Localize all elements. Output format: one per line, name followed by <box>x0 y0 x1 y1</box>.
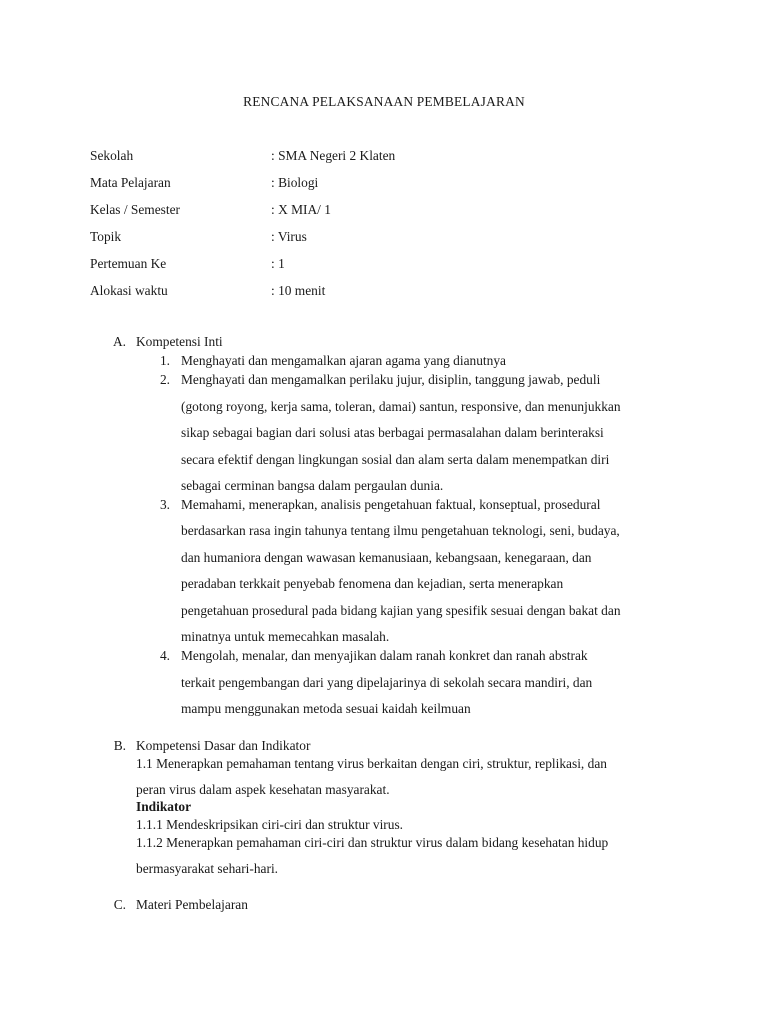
section-b-heading: Kompetensi Dasar dan Indikator <box>136 738 311 753</box>
ki-4-number: 4. <box>159 648 170 663</box>
ki-4-line: terkait pengembangan dari yang dipelajarinya di sekolah secara mandiri, dan <box>181 675 593 690</box>
ki-2-number: 2. <box>159 372 170 387</box>
ki-1-number: 1. <box>159 353 170 368</box>
identity-value-sekolah: : SMA Negeri 2 Klaten <box>271 148 396 163</box>
ki-3-line: minatnya untuk memecahkan masalah. <box>181 629 390 644</box>
identity-label-kelas: Kelas / Semester <box>90 202 180 217</box>
ki-2-line: secara efektif dengan lingkungan sosial dan alam serta dalam menempatkan diri <box>181 452 610 467</box>
kd-line: peran virus dalam aspek kesehatan masyarakat. <box>136 782 390 797</box>
indikator-2-line: bermasyarakat sehari-hari. <box>136 861 279 876</box>
identity-value-mapel: : Biologi <box>271 175 319 190</box>
ki-3-line: Memahami, menerapkan, analisis pengetahuan faktual, konseptual, prosedural <box>181 497 601 512</box>
ki-3-number: 3. <box>159 497 170 512</box>
ki-2-line: sikap sebagai bagian dari solusi atas berbagai permasalahan dalam berinteraksi <box>181 425 604 440</box>
ki-4-line: Mengolah, menalar, dan menyajikan dalam ranah konkret dan ranah abstrak <box>181 648 588 663</box>
section-a-marker: A. <box>112 334 126 349</box>
ki-2-line: Menghayati dan mengamalkan perilaku jujur, disiplin, tanggung jawab, peduli <box>181 372 601 387</box>
section-c-heading: Materi Pembelajaran <box>136 897 248 912</box>
ki-1-line: Menghayati dan mengamalkan ajaran agama yang dianutnya <box>181 353 506 368</box>
document-title: RENCANA PELAKSANAAN PEMBELAJARAN <box>243 94 525 109</box>
ki-3-line: peradaban terkkait penyebab fenomena dan kejadian, serta menerapkan <box>181 576 564 591</box>
indikator-2-line: 1.1.2 Menerapkan pemahaman ciri-ciri dan struktur virus dalam bidang kesehatan hidup <box>136 835 609 850</box>
kd-line: 1.1 Menerapkan pemahaman tentang virus berkaitan dengan ciri, struktur, replikasi, dan <box>136 756 607 771</box>
identity-label-topik: Topik <box>90 229 122 244</box>
ki-4-line: mampu menggunakan metoda sesuai kaidah keilmuan <box>181 701 471 716</box>
ki-2-line: sebagai cerminan bangsa dalam pergaulan dunia. <box>181 478 444 493</box>
identity-value-topik: : Virus <box>271 229 307 244</box>
ki-2-line: (gotong royong, kerja sama, toleran, damai) santun, responsive, dan menunjukkan <box>181 399 621 414</box>
identity-value-kelas: : X MIA/ 1 <box>271 202 331 217</box>
section-a-heading: Kompetensi Inti <box>136 334 223 349</box>
indikator-label: Indikator <box>136 799 192 814</box>
identity-value-alokasi: : 10 menit <box>271 283 326 298</box>
identity-label-sekolah: Sekolah <box>90 148 134 163</box>
identity-label-pertemuan: Pertemuan Ke <box>90 256 167 271</box>
identity-label-alokasi: Alokasi waktu <box>90 283 168 298</box>
section-b-marker: B. <box>113 738 126 753</box>
identity-value-pertemuan: : 1 <box>271 256 285 271</box>
ki-3-line: pengetahuan prosedural pada bidang kajian yang spesifik sesuai dengan bakat dan <box>181 603 621 618</box>
section-c-marker: C. <box>113 897 126 912</box>
identity-label-mapel: Mata Pelajaran <box>90 175 171 190</box>
indikator-1: 1.1.1 Mendeskripsikan ciri-ciri dan struktur virus. <box>136 817 404 832</box>
ki-3-line: dan humaniora dengan wawasan kemanusiaan, kebangsaan, kenegaraan, dan <box>181 550 592 565</box>
ki-3-line: berdasarkan rasa ingin tahunya tentang ilmu pengetahuan teknologi, seni, budaya, <box>181 523 620 538</box>
